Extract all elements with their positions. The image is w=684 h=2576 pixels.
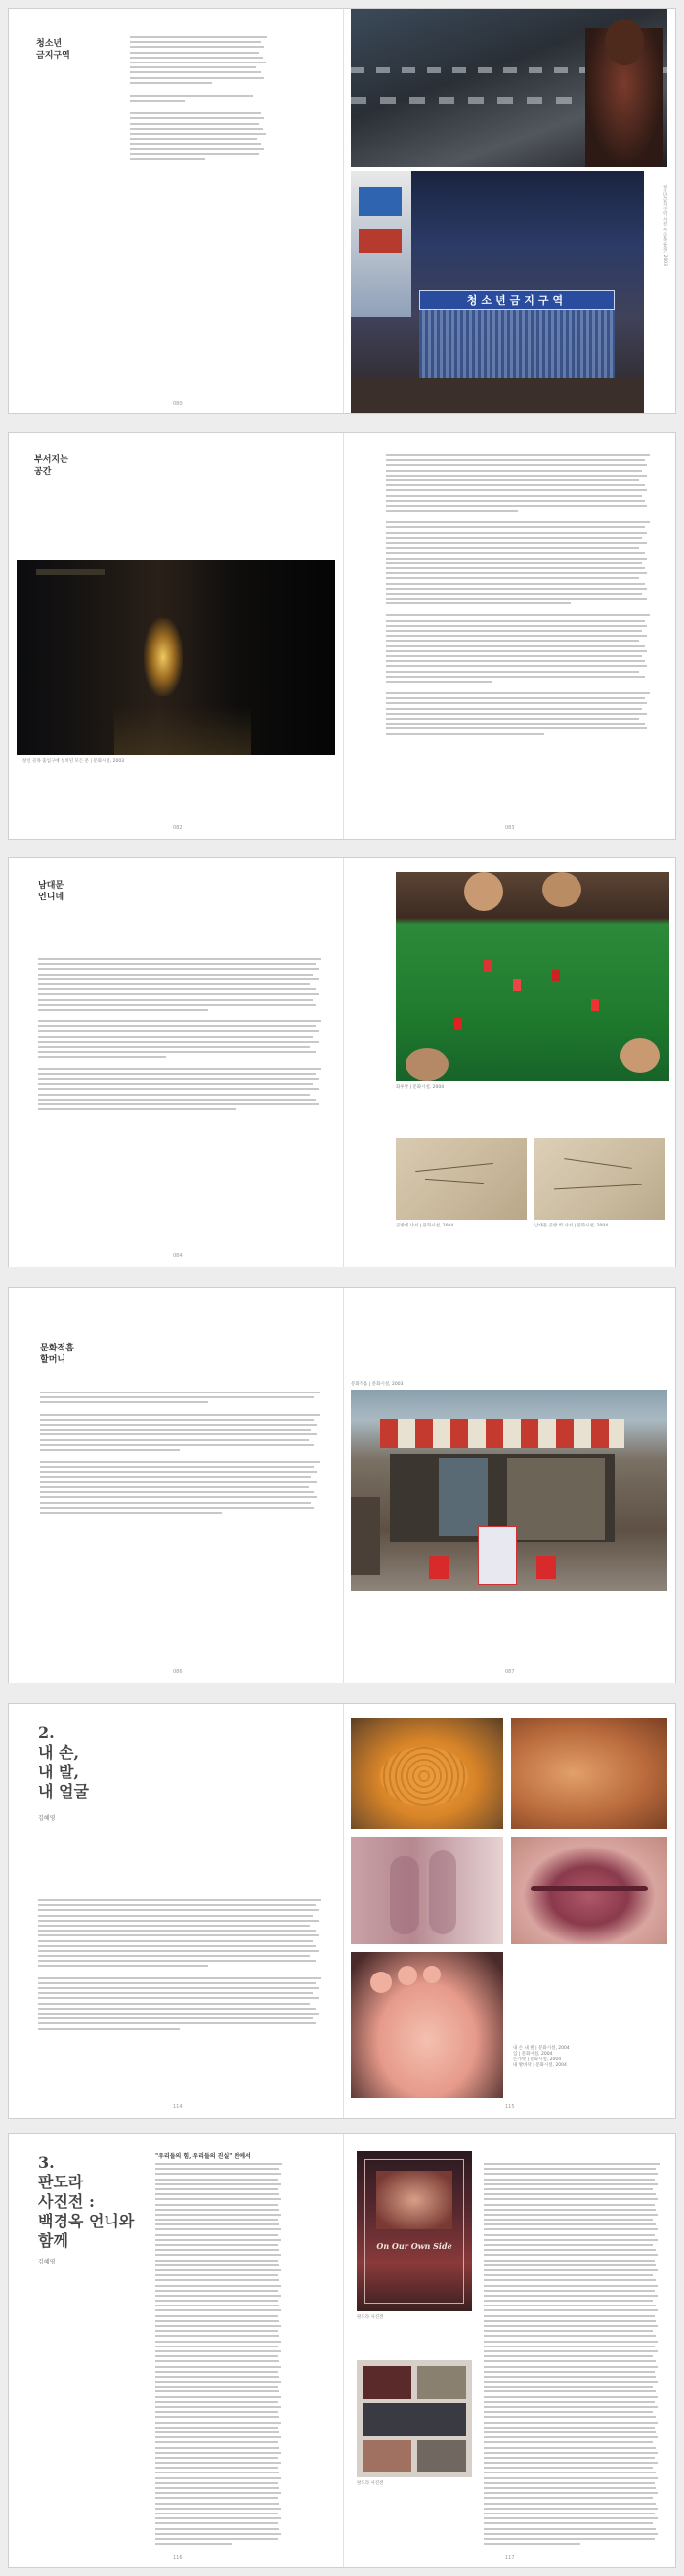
caption-collage: 판도라 사진전 — [357, 2481, 384, 2486]
gutter — [343, 2134, 344, 2567]
body-text — [40, 1392, 320, 1517]
gutter — [343, 1288, 344, 1683]
chapter-number: 2. — [38, 1724, 55, 1742]
spread-4 — [8, 1287, 676, 1683]
spread-5 — [8, 1703, 676, 2119]
page-number-right: 117 — [505, 2555, 515, 2561]
page-number-right: 115 — [505, 2104, 515, 2110]
chapter-title: 부서지는 공간 — [34, 455, 68, 477]
chapter-title: 판도라 사진전 : 백경옥 언니와 함께 — [38, 2173, 135, 2250]
photo-lips — [511, 1837, 667, 1944]
gutter — [343, 858, 344, 1267]
page-number-left: 116 — [173, 2555, 183, 2561]
photo-wall-graffiti-left — [396, 1138, 527, 1220]
caption-wall-left: 골방에 낙서 | 문화시설, 2004 — [396, 1224, 454, 1228]
caption-wall-right: 남대문 골방 벽 낙서 | 문화시설, 2004 — [534, 1224, 609, 1228]
chapter-title: 내 손, 내 발, 내 얼굴 — [38, 1743, 89, 1801]
page-number-left: 082 — [173, 825, 183, 831]
spread-6 — [8, 2133, 676, 2568]
gutter — [343, 1704, 344, 2118]
spread-3 — [8, 857, 676, 1267]
essay-quote-title: "우리들의 힘, 우리들의 진실" 전에서 — [155, 2153, 251, 2160]
photo-skin-closeup — [511, 1718, 667, 1829]
caption-poster: 판도라 사진전 — [357, 2315, 384, 2320]
caption-card-game: 화투방 | 문화시설, 2004 — [396, 1085, 445, 1090]
body-text-right — [484, 2163, 660, 2548]
photo-storefront — [351, 1390, 667, 1591]
sign-text: 청소년금지구역 — [466, 294, 568, 307]
body-text — [38, 958, 321, 1113]
caption-storefront: 문화적흡 | 문화시설, 2003 — [351, 1382, 404, 1387]
photo-forbidden-zone-sign — [351, 171, 644, 413]
chapter-title: 남대문 언니네 — [38, 881, 64, 902]
page-number-left: 080 — [173, 401, 183, 407]
photo-card-game — [396, 872, 669, 1081]
page-number-right: 083 — [505, 825, 515, 831]
author: 김혜영 — [38, 2259, 56, 2265]
photo-crosswalk-night — [351, 9, 667, 167]
photo-exhibition-poster — [357, 2151, 472, 2311]
page-number-right: 087 — [505, 1669, 515, 1675]
page-number-left: 084 — [173, 1253, 183, 1259]
poster-title: On Our Own Side — [376, 2241, 452, 2251]
spread-1 — [8, 8, 676, 414]
photo-foot-sole — [351, 1952, 503, 2098]
gutter — [343, 433, 344, 839]
chapter-title: 청소년 금지구역 — [36, 39, 70, 61]
photo-dark-alley — [17, 560, 335, 755]
photo-wall-graffiti-right — [534, 1138, 665, 1220]
body-text — [38, 1899, 321, 2033]
photo-fingers — [351, 1837, 503, 1944]
page-number-left: 114 — [173, 2104, 183, 2110]
gutter — [343, 9, 344, 413]
side-caption: 청소년금지구역 사진 속 골목 풍경, 2003 — [663, 185, 667, 267]
body-text — [386, 454, 650, 738]
body-text — [155, 2163, 282, 2548]
chapter-number: 3. — [38, 2153, 55, 2172]
photo-captions: 내 손 내 발 | 문화시설, 2004 입 | 문화시설, 2004 손가락 | 문화시설, 2004 내 발바닥 | 문화시설, 2004 — [513, 2046, 570, 2068]
author: 김혜영 — [38, 1815, 56, 1822]
page-number-left: 086 — [173, 1669, 183, 1675]
body-text — [130, 36, 267, 163]
photo-exhibition-collage — [357, 2360, 472, 2477]
photo-sandals — [351, 1718, 503, 1829]
spread-2 — [8, 432, 676, 840]
photo-caption: 창신 골목 출입구에 설치된 모든 문 | 문화시설, 2003 — [22, 759, 125, 764]
chapter-title: 문화적흡 할머니 — [40, 1344, 74, 1365]
